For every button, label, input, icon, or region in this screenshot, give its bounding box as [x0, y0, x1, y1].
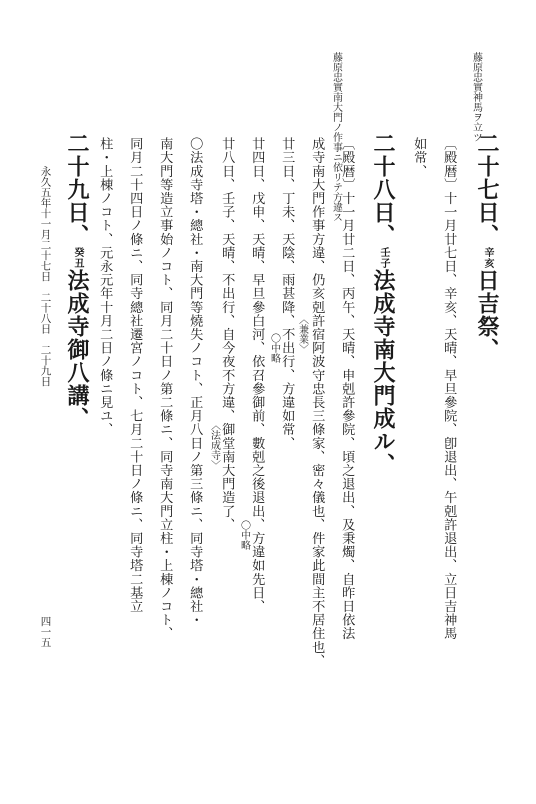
editor-note-2: 南大門等造立事始ノコト、同月二十日ノ第二條ニ、同寺南大門立柱・上棟ノコト、: [157, 137, 173, 641]
inline-note-hojoji: 〈法成寺〉: [208, 420, 220, 470]
entry-27-text-1: 〔殿暦〕十一月廿七日、辛亥、天晴、早旦參院、卽退出、午剋許退出、立日吉神馬: [441, 137, 457, 641]
entry-28-text-4: 廿四日、戊申、天晴、早旦參白河、依召參御前、數剋之後退出、方違如先日、: [249, 137, 265, 613]
entry-28-text-2: 成寺南大門作事方違、仍亥剋許宿阿波守忠長三條家、密々儀也、件家此間主不居住也、: [309, 137, 325, 668]
entry-heading-28: 二十八日、壬子法成寺南大門成ル、: [370, 132, 396, 476]
margin-note-katatagae: 藤原忠實南大門ノ作事ニ依リテ方違ス: [330, 52, 342, 222]
entry-heading-29: 二十九日、癸丑法成寺御八講、: [64, 132, 90, 430]
editor-note-1: 〇法成寺塔・總社・南大門等燒失ノコト、正月八日ノ第三條ニ、同寺塔・總社・: [187, 137, 203, 627]
running-footer: 永久五年十一月二十七日 二十八日 二十九日: [39, 166, 52, 387]
margin-note-shinme: 藤原忠實神馬ヲ立ツ: [470, 52, 482, 142]
editor-note-4: 柱・上棟ノコト、元永元年十月二日ノ條ニ見ユ、: [97, 137, 113, 437]
entry-27-text-2: 如常、: [411, 137, 427, 178]
page-number: 四一五: [39, 616, 52, 648]
entry-28-text-5: 廿八日、壬子、天晴、不出行、自今夜不方違、御堂南大門造了、: [219, 137, 235, 532]
editor-note-3: 同月二十四日ノ條ニ、同寺總社遷宮ノコト、七月二十日ノ條ニ、同寺塔二基立: [127, 137, 143, 613]
entry-28-text-3: 廿三日、丁未、天陰、雨甚降、不出行、方違如常、: [279, 137, 295, 450]
inline-note-kaneie: 〈兼業〉: [296, 314, 308, 354]
inline-note-ryaku-1: 〇中略: [268, 333, 280, 363]
inline-note-ryaku-2: 〇中略: [238, 520, 250, 550]
entry-28-text-1: 〔殿暦〕十一月廿二日、丙午、天晴、申剋許參院、頃之退出、及秉燭、自昨日依法: [339, 137, 355, 641]
entry-heading-27: 二十七日、辛亥日吉祭、: [474, 132, 500, 361]
